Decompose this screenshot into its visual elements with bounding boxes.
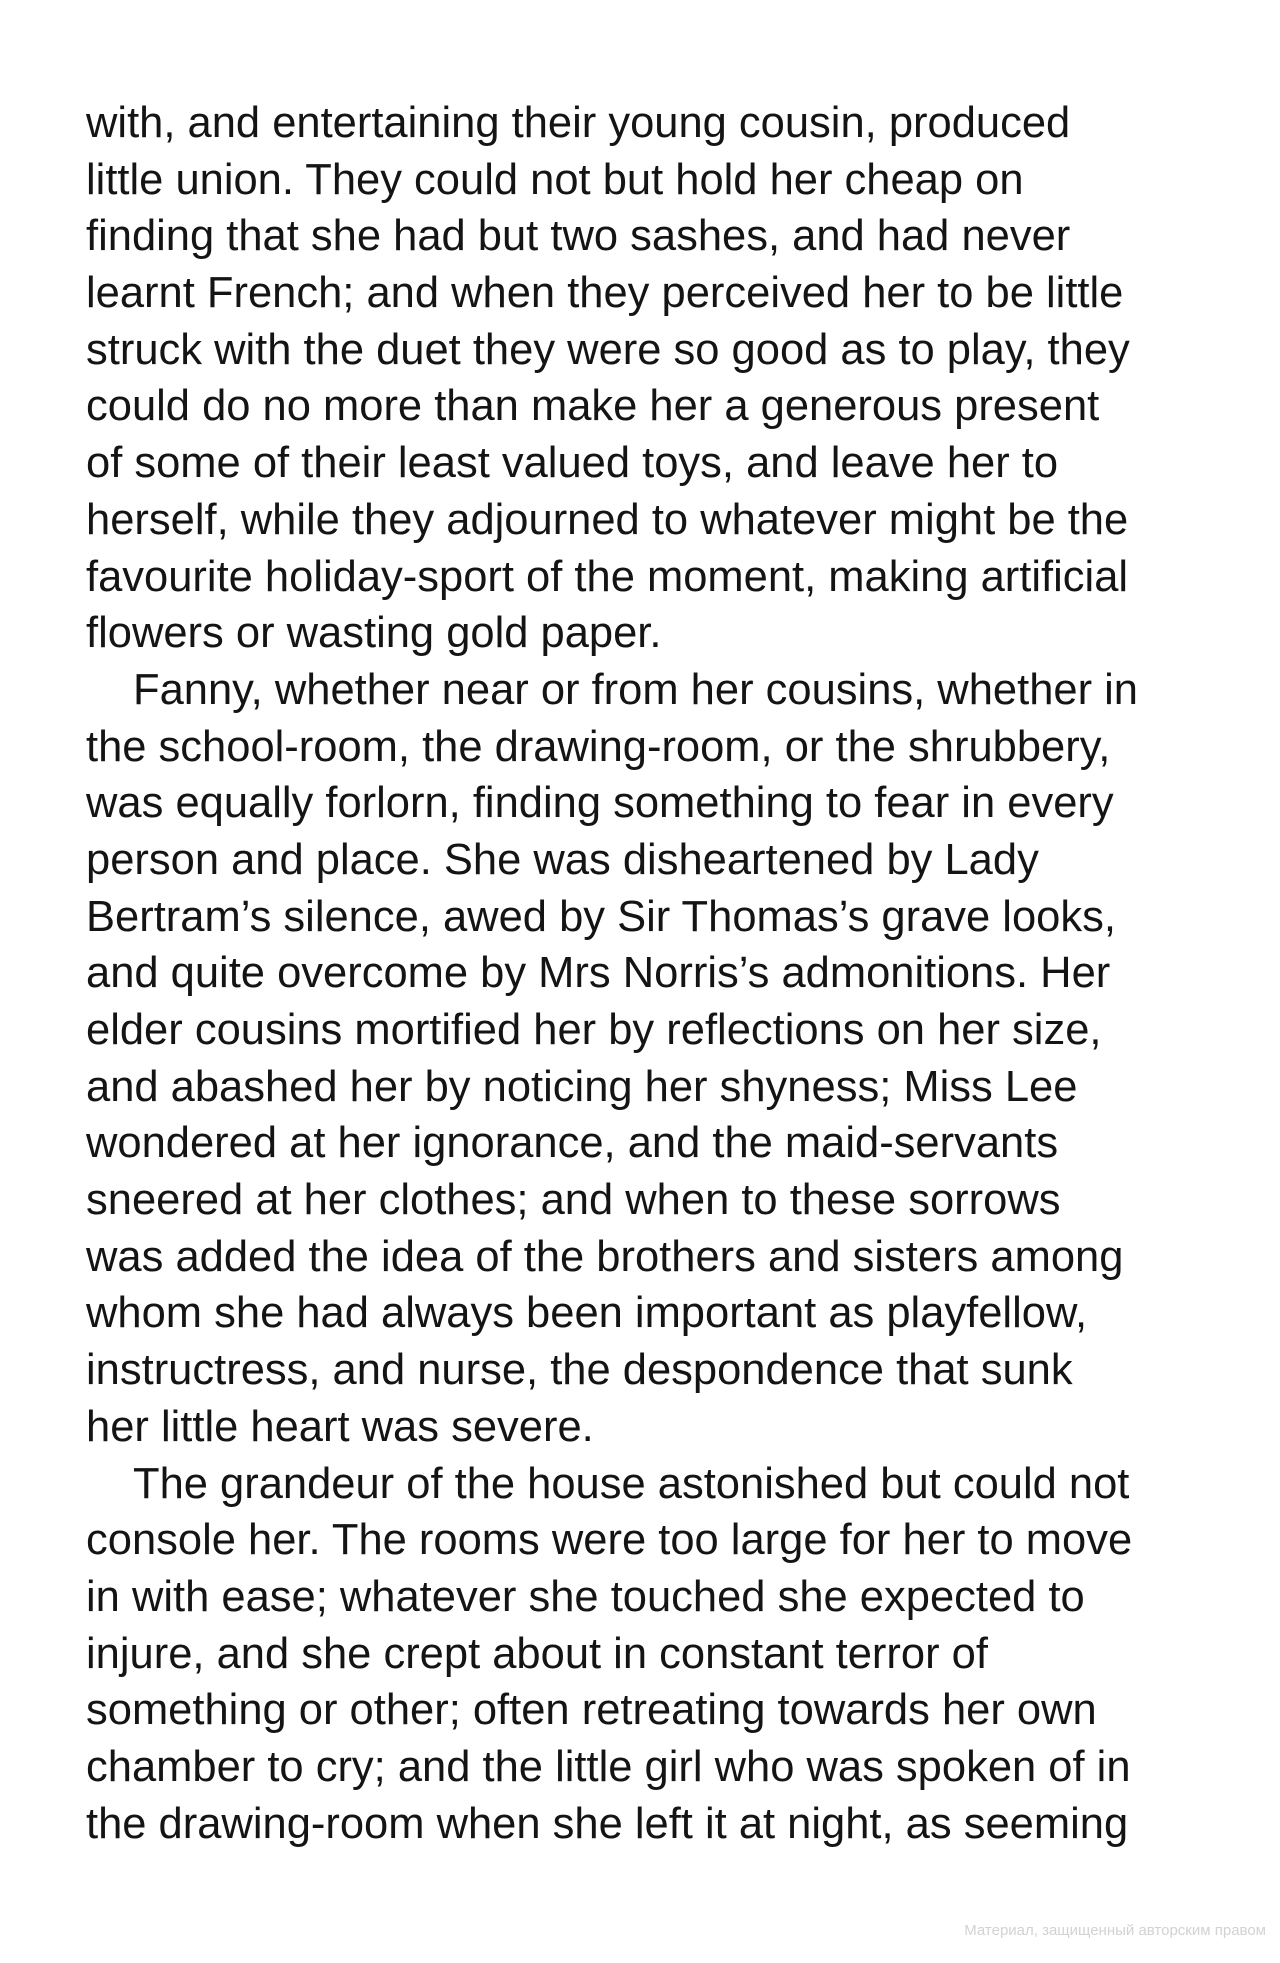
copyright-watermark: Материал, защищенный авторским правом bbox=[964, 1922, 1266, 1939]
text-line: finding that she had but two sashes, and had never bbox=[86, 212, 1071, 261]
paragraph-2 bbox=[86, 662, 1206, 1456]
text-line: struck with the duet they were so good as to play, they bbox=[86, 325, 1130, 374]
text-line: whom she had always been important as playfellow, bbox=[86, 1289, 1088, 1338]
text-line: flowers or wasting gold paper. bbox=[86, 609, 662, 658]
text-line: wondered at her ignorance, and the maid-servants bbox=[86, 1119, 1059, 1168]
text-line: console her. The rooms were too large for her to move bbox=[86, 1516, 1133, 1565]
text-line: her little heart was severe. bbox=[86, 1402, 594, 1451]
text-line: Bertram’s silence, awed by Sir Thomas’s grave looks, bbox=[86, 892, 1116, 941]
text-line: chamber to cry; and the little girl who was spoken of in bbox=[86, 1742, 1131, 1791]
text-line: instructress, and nurse, the despondence that sunk bbox=[86, 1346, 1073, 1395]
text-line: injure, and she crept about in constant terror of bbox=[86, 1629, 988, 1678]
text-line: could do no more than make her a generous present bbox=[86, 382, 1100, 431]
text-line: was equally forlorn, finding something to fear in every bbox=[86, 779, 1114, 828]
text-line: Fanny, whether near or from her cousins, whether in bbox=[133, 665, 1139, 714]
paragraph-1 bbox=[86, 95, 1206, 662]
text-line: person and place. She was disheartened by Lady bbox=[86, 835, 1039, 884]
text-line: in with ease; whatever she touched she expected to bbox=[86, 1572, 1085, 1621]
text-line: favourite holiday-sport of the moment, making artificial bbox=[86, 552, 1129, 601]
page-text bbox=[86, 95, 1206, 1852]
text-line: and abashed her by noticing her shyness; Miss Lee bbox=[86, 1062, 1078, 1111]
text-line: something or other; often retreating towards her own bbox=[86, 1686, 1097, 1735]
text-line: The grandeur of the house astonished but could not bbox=[133, 1459, 1130, 1508]
paragraph-3 bbox=[86, 1456, 1206, 1853]
text-line: the drawing-room when she left it at night, as seeming bbox=[86, 1799, 1129, 1848]
text-line: little union. They could not but hold her cheap on bbox=[86, 155, 1024, 204]
text-line: sneered at her clothes; and when to these sorrows bbox=[86, 1176, 1061, 1225]
text-line: the school-room, the drawing-room, or the shrubbery, bbox=[86, 722, 1111, 771]
text-line: was added the idea of the brothers and sisters among bbox=[86, 1232, 1124, 1281]
text-line: and quite overcome by Mrs Norris’s admonitions. Her bbox=[86, 949, 1111, 998]
text-line: learnt French; and when they perceived her to be little bbox=[86, 269, 1124, 318]
text-line: of some of their least valued toys, and leave her to bbox=[86, 439, 1059, 488]
text-line: elder cousins mortified her by reflections on her size, bbox=[86, 1006, 1102, 1054]
text-line: herself, while they adjourned to whatever might be the bbox=[86, 495, 1129, 544]
text-line: with, and entertaining their young cousin, produced bbox=[86, 99, 1071, 147]
